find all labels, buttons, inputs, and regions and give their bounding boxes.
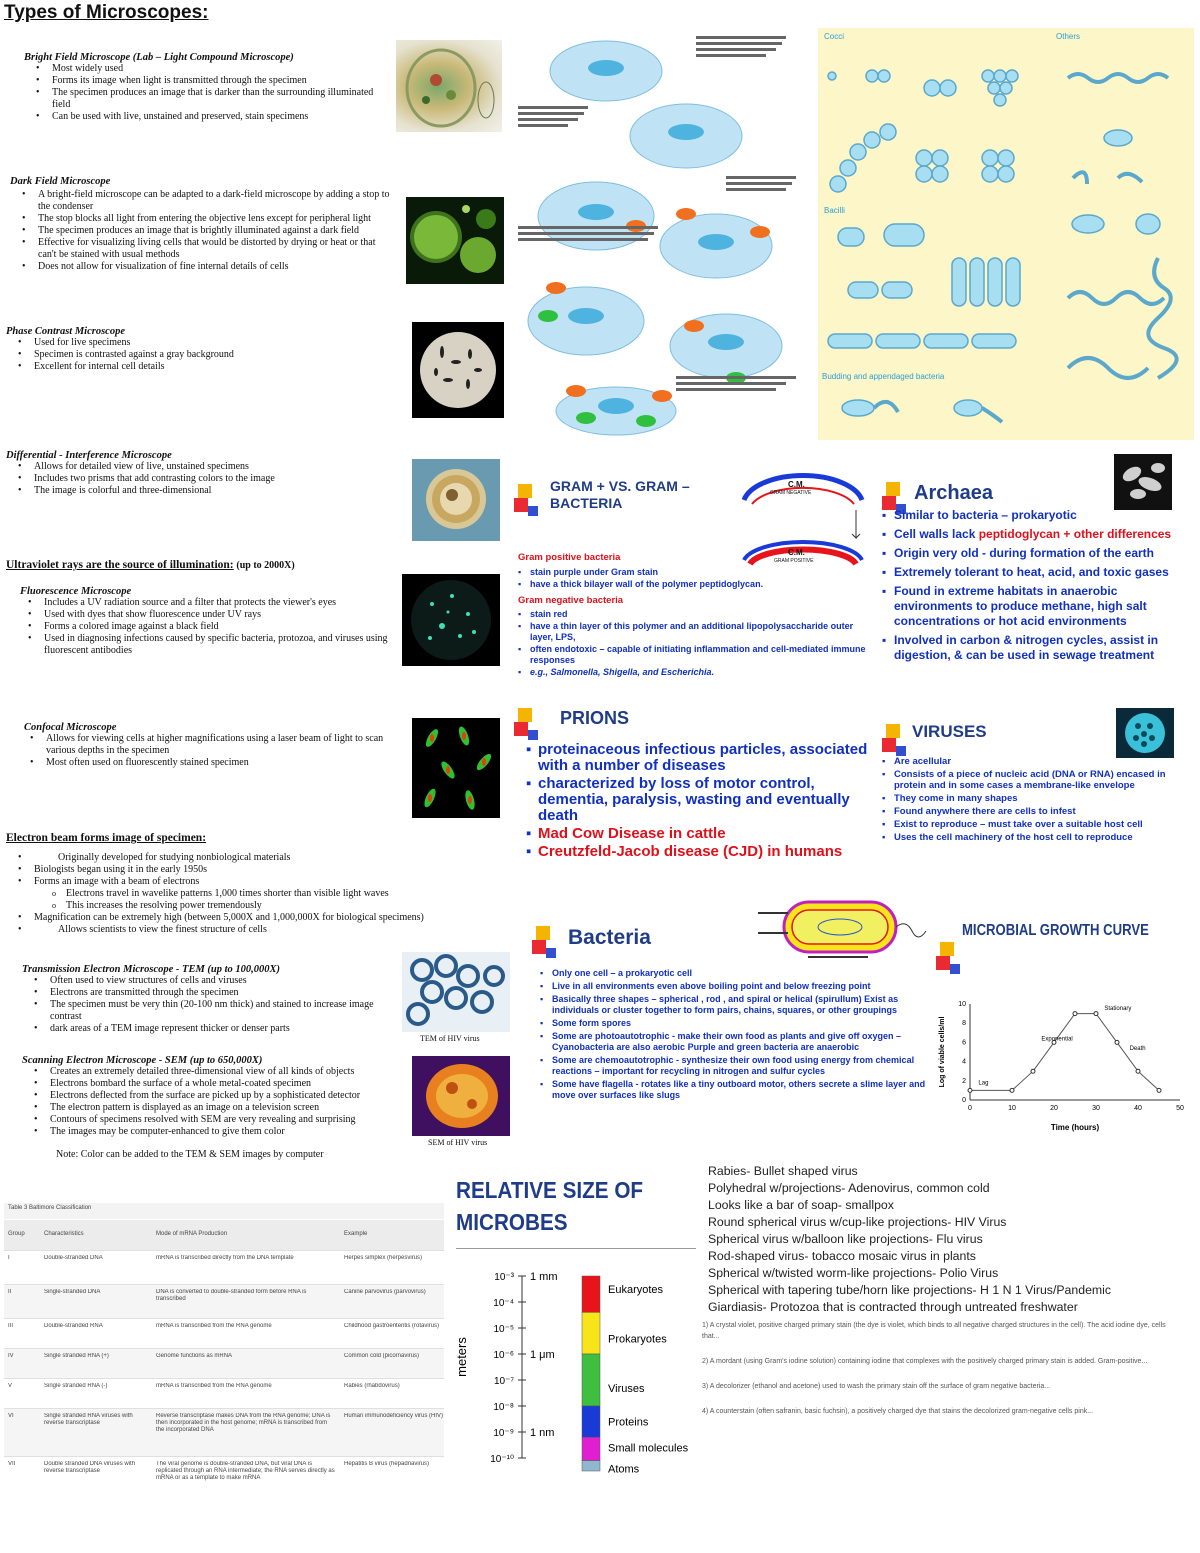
list-item: ▪ Live in all environments even above boiling point and below freezing point [540, 981, 932, 992]
list-item: • Excellent for internal cell details [6, 361, 391, 373]
list-item: • Allows scientists to view the finest structure of cells [6, 924, 426, 936]
table-cell: mRNA is transcribed from the RNA genome [156, 1383, 272, 1389]
list-item: • Creates an extremely detailed three-dimensional view of all kinds of objects [22, 1066, 412, 1078]
table-cell: Single stranded RNA (+) [44, 1353, 109, 1359]
size-band [582, 1354, 600, 1406]
gram-neg-label: GRAM NEGATIVE [770, 490, 812, 496]
list-item: ▪ Involved in carbon & nitrogen cycles, assist in digestion, & can be used in sewage treatment [882, 633, 1194, 663]
phase-contrast-heading: Phase Contrast Microscope [6, 326, 126, 337]
bacteria-list [540, 968, 932, 1101]
sem-caption: SEM of HIV virus [428, 1138, 488, 1147]
phase-label: Exponential [1041, 1036, 1073, 1043]
dark-field-list [10, 189, 395, 273]
list-item: • Originally developed for studying nonbiological materials [6, 852, 426, 864]
band-label: Atoms [608, 1463, 640, 1476]
list-item: • The specimen produces an image that is brightly illuminated against a dark field [10, 225, 395, 237]
list-item: • Biologists began using it in the early 1950s [6, 864, 426, 876]
list-item: ▪ Creutzfeld-Jacob disease (CJD) in humans [526, 844, 882, 860]
prions-list [526, 742, 882, 860]
phase-contrast-section [6, 326, 391, 373]
highlight-text: peptidoglycan + other differences [978, 527, 1172, 541]
list-item: • Forms a colored image against a black field [16, 621, 400, 633]
list-item: • Allows for viewing cells at higher magnifications using a laser beam of light to scan various depths in the specimen [18, 733, 400, 757]
sem-image [412, 1056, 510, 1136]
confocal-heading: Confocal Microscope [24, 722, 117, 733]
virus-image [1116, 708, 1174, 758]
y-tick-label: 0 [962, 1097, 966, 1104]
tick-label: 10⁻⁷ [493, 1376, 514, 1387]
list-item: • Forms its image when light is transmitted through the specimen [24, 75, 394, 87]
band-label: Prokaryotes [608, 1333, 667, 1346]
table-cell: DNA is converted to double-stranded form before RNA is transcribed [156, 1289, 307, 1302]
virus-shapes-list [708, 1163, 1198, 1316]
tick-label: 10⁻¹⁰ [490, 1454, 514, 1465]
table-header-cell: Mode of mRNA Production [156, 1231, 228, 1237]
list-item: • Most often used on fluorescently stained specimen [18, 757, 400, 769]
list-item: • Used for live specimens [6, 337, 391, 349]
list-item: ▪ characterized by loss of motor control, dementia, paralysis, wasting and eventually death [526, 776, 882, 824]
gram-slide [512, 470, 930, 700]
bright-field-section [24, 52, 394, 123]
table-cell: Canine parvovirus (parvovirus) [344, 1289, 426, 1295]
table-cell: Genome functions as mRNA [156, 1353, 233, 1359]
gram-title: GRAM + VS. GRAM – BACTERIA [550, 478, 690, 511]
data-point [1136, 1069, 1140, 1073]
table-cell: Single stranded RNA viruses with reverse transcriptase [44, 1413, 133, 1426]
list-item: ▪ Basically three shapes – spherical , rod , and spiral or helical (spirullum) Exist as individuals or cluster together to form pairs, chains, squares, or other groupings [540, 994, 932, 1016]
table-cell: VII [8, 1461, 16, 1467]
data-point [1073, 1012, 1077, 1016]
scale-mark: 1 μm [530, 1349, 555, 1361]
scale-mark: 1 mm [530, 1271, 558, 1283]
table-cell: mRNA is transcribed directly from the DNA template [156, 1255, 294, 1261]
list-item: ▪ have a thick bilayer wall of the polymer peptidoglycan. [518, 578, 868, 590]
page-title: Types of Microscopes: [4, 2, 209, 23]
gram-cm-label: C.M. [788, 548, 805, 557]
table-cell: V [8, 1383, 13, 1389]
list-item: Rod-shaped virus- tobacco mosaic virus in plants [708, 1249, 976, 1263]
tick-label: 10⁻⁶ [493, 1350, 514, 1361]
data-point [1010, 1088, 1014, 1092]
table-cell: Rabies (rhabdovirus) [344, 1383, 400, 1389]
table-cell: Double-stranded DNA [44, 1255, 103, 1261]
tick-label: 10⁻⁴ [493, 1298, 514, 1309]
list-item: ▪ Consists of a piece of nucleic acid (DNA or RNA) encased in protein and in some cases a membrane-like envelope [882, 769, 1194, 791]
list-item: • Electrons bombard the surface of a whole metal-coated specimen [22, 1078, 412, 1090]
phase-label: Lag [978, 1080, 989, 1087]
dark-field-image [406, 197, 504, 284]
sem-note: Note: Color can be added to the TEM & SEM images by computer [56, 1149, 324, 1160]
list-item: ▪ Some have flagella - rotates like a tiny outboard motor, others secrete a slime layer and move over surfaces like slugs [540, 1079, 932, 1101]
x-axis-label: Time (hours) [1050, 1123, 1100, 1132]
growth-curve-title: MICROBIAL GROWTH CURVE [962, 922, 1149, 939]
list-item: ▪ Uses the cell machinery of the host cell to reproduce [882, 832, 1194, 843]
band-label: Viruses [608, 1382, 645, 1395]
list-item: Spherical virus w/balloon like projections- Flu virus [708, 1232, 983, 1246]
table-row [4, 1348, 444, 1378]
prions-title: PRIONS [560, 708, 630, 728]
growth-curve-chart [934, 994, 1196, 1150]
list-item: ▪ Found anywhere there are cells to infest [882, 806, 1194, 817]
sem-section [22, 1055, 412, 1138]
list-item: • Allows for detailed view of live, unstained specimens [6, 461, 391, 473]
table-header-cell: Characteristics [44, 1231, 84, 1237]
axis-label: meters [454, 1337, 469, 1377]
y-tick-label: 8 [962, 1020, 966, 1028]
band-label: Small molecules [608, 1442, 689, 1455]
y-tick-label: 4 [962, 1058, 966, 1066]
table-header-cell: Group [8, 1231, 25, 1237]
table-cell: III [8, 1323, 14, 1329]
tick-label: 10⁻⁵ [493, 1324, 514, 1335]
budding-label: Budding and appendaged bacteria [822, 372, 945, 381]
fluorescence-heading: Fluorescence Microscope [20, 586, 132, 597]
fluorescence-list [16, 597, 400, 657]
list-item: • A bright-field microscope can be adapted to a dark-field microscope by adding a stop to the condenser [10, 189, 395, 213]
y-axis-label: Log of viable cells/ml [939, 1016, 946, 1088]
list-item: • The specimen produces an image that is darker than the surrounding illuminated field [24, 87, 394, 111]
table-header [4, 1220, 444, 1250]
x-tick-label: 40 [1134, 1105, 1142, 1112]
table-cell: Single-stranded DNA [44, 1289, 101, 1295]
archaea-image [1114, 454, 1172, 510]
cell-diagram [516, 26, 806, 436]
table-cell: mRNA is transcribed from the RNA genome [156, 1323, 272, 1329]
x-tick-label: 10 [1008, 1105, 1016, 1112]
list-item: o Electrons travel in wavelike patterns 1,000 times shorter than visible light waves [6, 888, 426, 900]
band-label: Eukaryotes [608, 1284, 664, 1296]
table-cell: Herpes simplex (herpesvirus) [344, 1255, 423, 1261]
bacteria-slide [512, 892, 932, 1160]
archaea-slide [880, 454, 1196, 700]
dic-section [6, 450, 391, 497]
bacilli-label: Bacilli [824, 206, 845, 215]
tem-image [402, 952, 510, 1032]
data-point [968, 1088, 972, 1092]
table-cell: Reverse transcriptase makes DNA from the RNA genome; DNA is then incorporated in the host genome; mRNA is transcribed from the incorporated DNA [156, 1413, 331, 1433]
gram-cm-label: C.M. [788, 480, 805, 489]
y-tick-label: 6 [962, 1039, 966, 1047]
list-item: Rabies- Bullet shaped virus [708, 1164, 858, 1178]
list-item: ▪ They come in many shapes [882, 793, 1194, 804]
size-band [582, 1406, 600, 1437]
cocci-label: Cocci [824, 32, 845, 41]
tem-caption: TEM of HIV virus [420, 1034, 480, 1043]
relative-size-title: RELATIVE SIZE OF MICROBES [456, 1177, 644, 1235]
gram-neg-list [518, 609, 872, 678]
bacteria-shapes-figure [818, 28, 1194, 440]
gram-pos-heading: Gram positive bacteria [518, 552, 621, 563]
bright-field-list [24, 63, 394, 123]
electron-section [6, 832, 426, 936]
dic-heading: Differential - Interference Microscope [6, 450, 172, 461]
data-point [1115, 1040, 1119, 1044]
table-cell: II [8, 1289, 12, 1295]
phase-label: Death [1129, 1046, 1146, 1053]
table-caption: Table 3 Baltimore Classification [4, 1203, 444, 1219]
list-item: ▪ Found in extreme habitats in anaerobic environments to produce methane, high salt concentrations or hot acid environments [882, 584, 1194, 629]
list-item: Polyhedral w/projections- Adenovirus, common cold [708, 1181, 990, 1195]
tick-label: 10⁻³ [494, 1272, 514, 1283]
prions-slide [512, 704, 882, 890]
table-cell: Double-stranded RNA [44, 1323, 103, 1329]
table-cell: Common cold (picornavirus) [344, 1353, 420, 1359]
list-item: • Forms an image with a beam of electrons [6, 876, 426, 888]
list-item: ▪ Only one cell – a prokaryotic cell [540, 968, 932, 979]
archaea-title: Archaea [914, 482, 993, 504]
uv-heading: Ultraviolet rays are the source of illumination: [6, 559, 234, 571]
table-cell: I [8, 1255, 10, 1261]
list-item: • The electron pattern is displayed as an image on a television screen [22, 1102, 412, 1114]
table-cell: Human immunodeficiency virus (HIV) [344, 1413, 444, 1419]
table-cell: Childhood gastroenteritis (rotavirus) [344, 1323, 440, 1329]
size-band [582, 1461, 600, 1471]
size-band [582, 1276, 600, 1312]
data-point [1031, 1069, 1035, 1073]
table-cell: VI [8, 1413, 14, 1419]
confocal-list [18, 733, 400, 769]
gram-pos-list [518, 566, 868, 590]
stain-note: 4) A counterstain (often safranin, basic fuchsin), a positively charged dye that stains the decolorized gram-negative cells pink... [702, 1408, 1094, 1415]
bacterial-cell-diagram [748, 892, 928, 966]
list-item: • The specimen must be very thin (20-100 nm thick) and stained to increase image contrast [22, 999, 392, 1023]
bright-field-image [396, 40, 502, 132]
list-item: ▪ e.g., Salmonella, Shigella, and Escherichia. [518, 667, 872, 679]
list-item: ▪ Exist to reproduce – must take over a suitable host cell [882, 819, 1194, 830]
phase-label: Stationary [1104, 1005, 1132, 1012]
list-item: • Includes two prisms that add contrasting colors to the image [6, 473, 391, 485]
list-item: ▪ often endotoxic – capable of initiating inflammation and cell-mediated immune responses [518, 644, 872, 667]
electron-list [6, 852, 426, 936]
x-tick-label: 30 [1092, 1105, 1100, 1112]
size-band [582, 1312, 600, 1354]
bacteria-title: Bacteria [568, 926, 651, 949]
table-cell: Single stranded RNA (-) [44, 1383, 108, 1389]
list-item: ▪ Some are chemoautotrophic - synthesize their own food using energy from chemical reactions – important for recycling in nitrogen and sulfur cycles [540, 1055, 932, 1077]
sem-heading: Scanning Electron Microscope - SEM (up to 650,000X) [22, 1055, 263, 1066]
list-item: • Used with dyes that show fluorescence under UV rays [16, 609, 400, 621]
tem-list [22, 975, 392, 1035]
list-item: ▪ Are acellular [882, 756, 1194, 767]
relative-size-chart [452, 1262, 702, 1478]
bright-field-heading: Bright Field Microscope (Lab – Light Compound Microscope) [24, 52, 294, 63]
fluorescence-section [20, 586, 400, 657]
x-tick-label: 0 [968, 1105, 972, 1112]
scale-mark: 1 nm [530, 1427, 555, 1439]
others-label: Others [1056, 32, 1081, 41]
x-tick-label: 50 [1176, 1105, 1184, 1112]
list-item: • The images may be computer-enhanced to give them color [22, 1126, 412, 1138]
phase-contrast-list [6, 337, 391, 373]
list-item: • Effective for visualizing living cells that would be distorted by drying or heat or that can't be stained with usual methods [10, 237, 395, 261]
list-item: ▪ Extremely tolerant to heat, acid, and toxic gases [882, 565, 1194, 580]
table-header-cell: Example [344, 1231, 368, 1237]
list-item: • Specimen is contrasted against a gray background [6, 349, 391, 361]
list-item: • Electrons deflected from the surface are picked up by a sophisticated detector [22, 1090, 412, 1102]
data-point [1094, 1012, 1098, 1016]
stain-note: 1) A crystal violet, positive charged primary stain (the dye is violet, which binds to all negative charged structures in the cell). The acid iodine dye, cells that... [702, 1322, 1166, 1340]
sem-list [22, 1066, 412, 1138]
list-item: ▪ Similar to bacteria – prokaryotic [882, 508, 1194, 523]
list-item: Spherical with tapering tube/horn like projections- H 1 N 1 Virus/Pandemic [708, 1283, 1112, 1297]
list-item: o This increases the resolving power tremendously [6, 900, 426, 912]
data-point [1157, 1088, 1161, 1092]
list-item: • Most widely used [24, 63, 394, 75]
list-item: Giardiasis- Protozoa that is contracted through untreated freshwater [708, 1300, 1078, 1314]
list-item: • The image is colorful and three-dimensional [6, 485, 391, 497]
x-tick-label: 20 [1050, 1105, 1058, 1112]
list-item: • Includes a UV radiation source and a filter that protects the viewer's eyes [16, 597, 400, 609]
tem-heading: Transmission Electron Microscope - TEM (up to 100,000X) [22, 964, 281, 975]
dark-field-section [10, 176, 395, 273]
table-row [4, 1378, 444, 1408]
table-row [4, 1284, 444, 1318]
gram-pos-label: GRAM POSITIVE [774, 558, 814, 564]
list-item: ▪ proteinaceous infectious particles, associated with a number of diseases [526, 742, 882, 774]
tem-section [22, 964, 392, 1035]
band-label: Proteins [608, 1416, 649, 1429]
table-row [4, 1318, 444, 1348]
y-tick-label: 2 [962, 1077, 966, 1085]
list-item: ▪ Cell walls lack peptidoglycan + other differences [882, 527, 1194, 542]
tick-label: 10⁻⁹ [493, 1428, 514, 1439]
list-item: ▪ Mad Cow Disease in cattle [526, 826, 882, 842]
list-item: ▪ stain purple under Gram stain [518, 566, 868, 578]
list-item: • Magnification can be extremely high (between 5,000X and 1,000,000X for biological specimens) [6, 912, 426, 924]
list-item: • Can be used with live, unstained and preserved, stain specimens [24, 111, 394, 123]
table-row [4, 1408, 444, 1456]
growth-curve-slide [934, 914, 1196, 1150]
stain-note: 3) A decolorizer (ethanol and acetone) used to wash the primary stain off the surface of gram negative bacteria... [702, 1383, 1051, 1390]
divider [456, 1248, 696, 1249]
size-band [582, 1437, 600, 1460]
list-item: • Does not allow for visualization of fine internal details of cells [10, 261, 395, 273]
list-item: • Contours of specimens resolved with SEM are very revealing and surprising [22, 1114, 412, 1126]
viruses-title: VIRUSES [912, 722, 987, 741]
dark-field-heading: Dark Field Microscope [10, 176, 111, 187]
gram-stain-notes [702, 1320, 1182, 1417]
y-tick-label: 10 [958, 1001, 966, 1008]
stain-note: 2) A mordant (using Gram's iodine solution) containing iodine that complexes with the positively charged primary stain is added. Gram-positive... [702, 1358, 1148, 1365]
list-item: Looks like a bar of soap- smallpox [708, 1198, 894, 1212]
phase-contrast-image [412, 322, 504, 418]
list-item: ▪ have a thin layer of this polymer and an additional lipopolysaccharide outer layer, LPS, [518, 621, 872, 644]
dic-list [6, 461, 391, 497]
confocal-section [24, 722, 400, 769]
list-item: • Electrons are transmitted through the specimen [22, 987, 392, 999]
viruses-list [882, 756, 1194, 843]
table-row [4, 1250, 444, 1284]
list-item: ▪ Some are photoautotrophic - make their own food as plants and give off oxygen – Cyanobacteria are also aerobic Purple and green bacteria are anaerobic [540, 1031, 932, 1053]
table-row [4, 1456, 444, 1504]
list-item: ▪ stain red [518, 609, 872, 621]
electron-heading: Electron beam forms image of specimen: [6, 832, 207, 844]
gram-neg-heading: Gram negative bacteria [518, 595, 624, 606]
dic-image [412, 459, 500, 541]
fluorescence-image [402, 574, 500, 666]
list-item: • Often used to view structures of cells and viruses [22, 975, 392, 987]
table-cell: Double stranded DNA viruses with reverse transcriptase [44, 1461, 136, 1474]
list-item: Round spherical virus w/cup-like projections- HIV Virus [708, 1215, 1007, 1229]
table-cell: IV [8, 1353, 14, 1359]
uv-heading-row [6, 559, 401, 571]
uv-note: (up to 2000X) [236, 560, 295, 571]
archaea-list [882, 508, 1194, 663]
list-item: ▪ Some form spores [540, 1018, 932, 1029]
table-cell: The viral genome is double-stranded DNA, but viral DNA is replicated through an RNA intermediate; the RNA serves directly as mRNA or as a template to make mRNA [156, 1461, 335, 1481]
confocal-image [412, 718, 500, 818]
viruses-slide [880, 706, 1196, 878]
table-cell: Hepatitis B virus (hepadnavirus) [344, 1461, 430, 1467]
list-item: • dark areas of a TEM image represent thicker or denser parts [22, 1023, 392, 1035]
list-item: ▪ Origin very old - during formation of the earth [882, 546, 1194, 561]
list-item: • Used in diagnosing infections caused by specific bacteria, protozoa, and viruses using fluorescent antibodies [16, 633, 400, 657]
tick-label: 10⁻⁸ [493, 1402, 514, 1413]
list-item: Spherical w/twisted worm-like projections- Polio Virus [708, 1266, 999, 1280]
list-item: • The stop blocks all light from entering the objective lens except for peripheral light [10, 213, 395, 225]
